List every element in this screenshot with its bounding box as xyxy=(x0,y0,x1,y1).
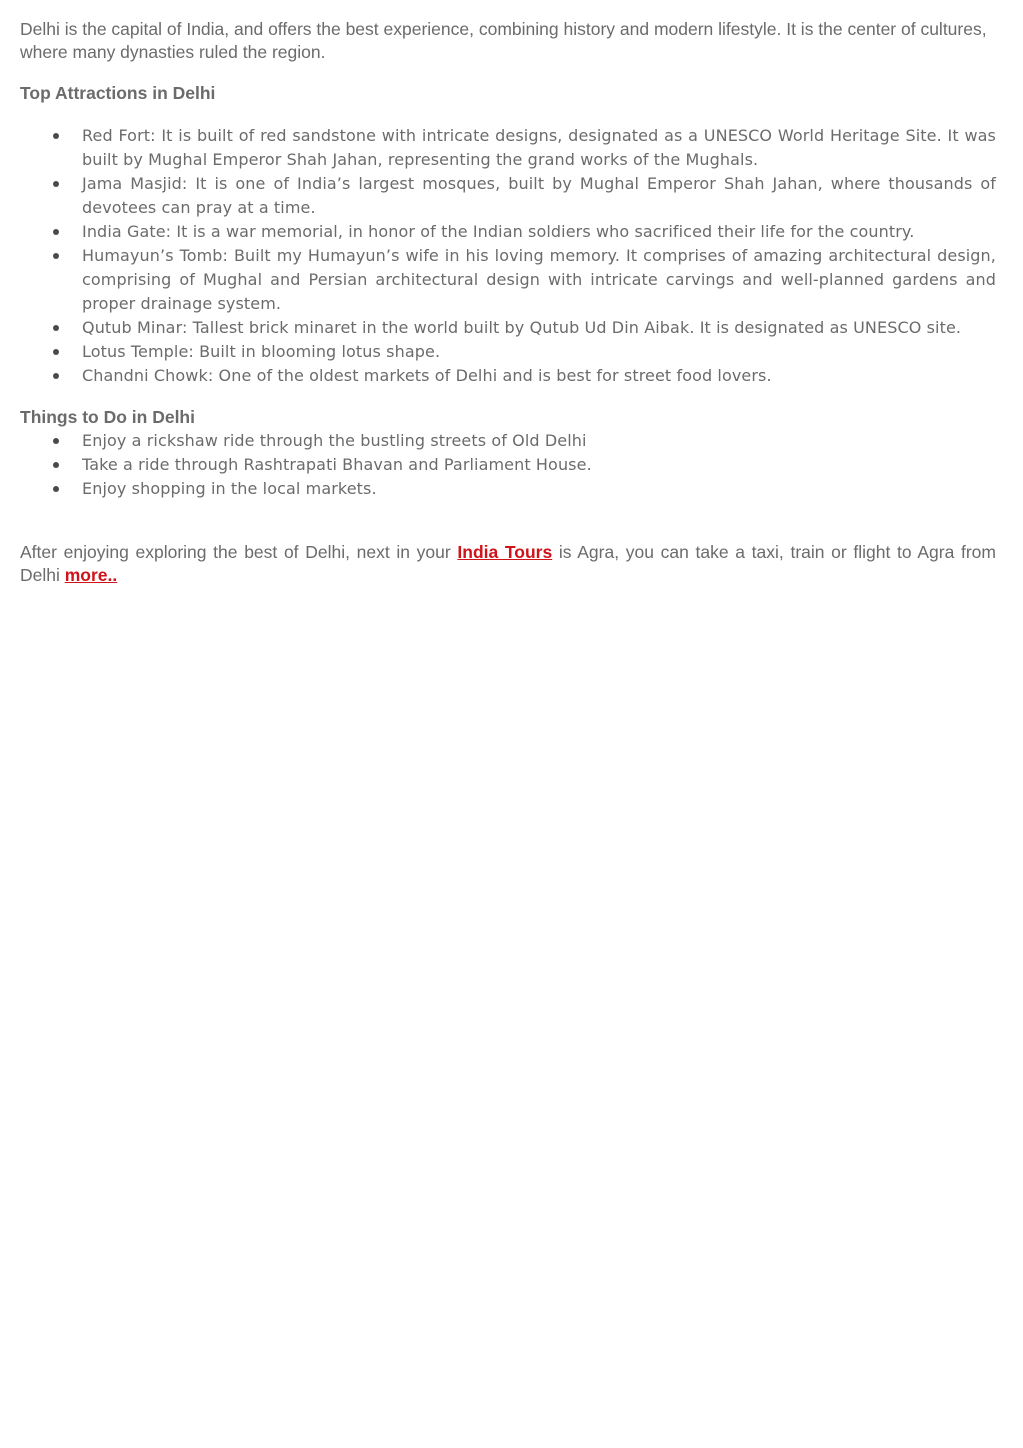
india-tours-link[interactable]: India Tours xyxy=(457,542,553,562)
attractions-list xyxy=(20,124,996,388)
outro-paragraph xyxy=(20,541,996,587)
outro-text-middle: is Agra, you can take a taxi, train or flight to Agra from Delhi xyxy=(20,542,996,585)
list-item: Humayun’s Tomb: Built my Humayun’s wife in his loving memory. It comprises of amazing architectural design, comprising of Mughal and Persian architectural design with intricate carvings and well-planned gardens and proper drainage system. xyxy=(20,244,996,316)
list-item: Lotus Temple: Built in blooming lotus shape. xyxy=(20,340,996,364)
things-to-do-list xyxy=(20,429,996,501)
list-item: Enjoy a rickshaw ride through the bustling streets of Old Delhi xyxy=(20,429,996,453)
list-item: Take a ride through Rashtrapati Bhavan and Parliament House. xyxy=(20,453,996,477)
document-page xyxy=(20,18,996,587)
list-item: Jama Masjid: It is one of India’s largest mosques, built by Mughal Emperor Shah Jahan, where thousands of devotees can pray at a time. xyxy=(20,172,996,220)
list-item: Qutub Minar: Tallest brick minaret in the world built by Qutub Ud Din Aibak. It is designated as UNESCO site. xyxy=(20,316,996,340)
top-attractions-heading: Top Attractions in Delhi xyxy=(20,83,216,103)
list-item: India Gate: It is a war memorial, in honor of the Indian soldiers who sacrificed their life for the country. xyxy=(20,220,996,244)
outro-text-before: After enjoying exploring the best of Delhi, next in your xyxy=(20,542,458,562)
list-item: Red Fort: It is built of red sandstone with intricate designs, designated as a UNESCO World Heritage Site. It was built by Mughal Emperor Shah Jahan, representing the grand works of the Mughals. xyxy=(20,124,996,172)
things-to-do-heading: Things to Do in Delhi xyxy=(20,407,195,427)
list-item: Chandni Chowk: One of the oldest markets of Delhi and is best for street food lovers. xyxy=(20,364,996,388)
more-link[interactable]: more.. xyxy=(64,565,118,585)
list-item: Enjoy shopping in the local markets. xyxy=(20,477,996,501)
intro-paragraph: Delhi is the capital of India, and offers the best experience, combining history and modern lifestyle. It is the center of cultures, where many dynasties ruled the region. xyxy=(20,19,987,62)
